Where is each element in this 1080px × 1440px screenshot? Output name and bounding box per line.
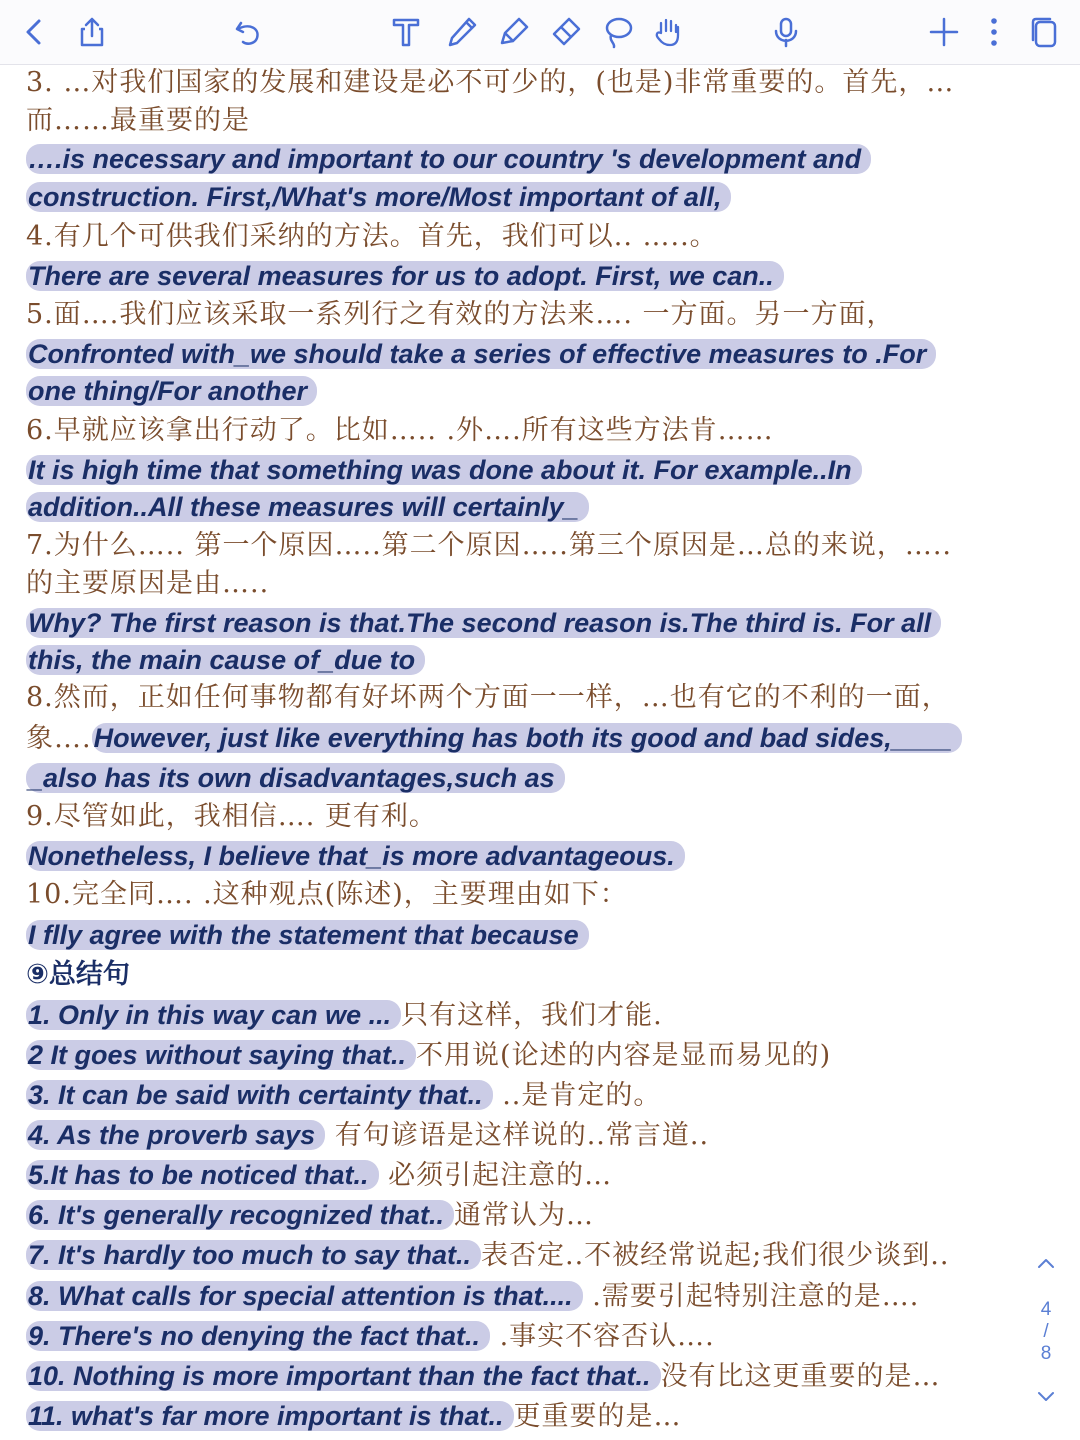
more-icon[interactable] [974, 12, 1014, 52]
summary-en: 6. It's generally recognized that.. [26, 1200, 454, 1230]
summary-item [26, 1196, 1032, 1234]
highlighted-text: one thing/For another [26, 376, 317, 406]
note-line-en [26, 604, 1032, 642]
note-line-en [26, 140, 1032, 178]
highlighted-text: ….is necessary and important to our country 's development and [26, 144, 871, 174]
eraser-icon[interactable] [546, 12, 586, 52]
note-line-zh: 6.早就应该拿出行动了。比如….. .外….所有这些方法肯…… [26, 415, 774, 446]
note-line-zh: 3. …对我们国家的发展和建设是必不可少的，(也是)非常重要的。首先，… [26, 67, 955, 98]
highlighted-text: _also has its own disadvantages,such as [26, 763, 565, 793]
highlighted-text: I flly agree with the statement that because [26, 920, 589, 950]
note-line-zh: 而……最重要的是 [26, 105, 250, 136]
note-line-zh: 4.有几个可供我们采纳的方法。首先，我们可以.. …..。 [26, 221, 718, 252]
summary-item [26, 1397, 1032, 1435]
highlighter-icon[interactable] [494, 12, 534, 52]
top-toolbar [0, 0, 1080, 65]
note-line-en [26, 178, 1032, 216]
pen-icon[interactable] [442, 12, 482, 52]
note-line-en [26, 488, 1032, 526]
chevron-up-icon[interactable] [1026, 1254, 1066, 1276]
page-current: 4 [1040, 1299, 1052, 1320]
summary-zh: .需要引起特别注意的是…. [582, 1281, 920, 1312]
text-tool-icon[interactable] [386, 12, 426, 52]
note-line-zh: 的主要原因是由….. [26, 568, 270, 599]
highlighted-text: Confronted with_we should take a series of effective measures to .For [26, 339, 936, 369]
summary-zh: 没有比这更重要的是… [660, 1361, 941, 1392]
note-line-mixed [26, 719, 1032, 757]
note-line-zh: 7.为什么….. 第一个原因…..第二个原因…..第三个原因是…总的来说，….. [26, 530, 953, 561]
highlighted-text: There are several measures for us to adopt. First, we can.. [26, 261, 784, 291]
summary-en: 9. There's no denying the fact that.. [26, 1321, 490, 1351]
add-icon[interactable] [924, 12, 964, 52]
note-text-zh: 象…. [26, 723, 92, 754]
summary-en: 3. It can be said with certainty that.. [26, 1080, 493, 1110]
note-line-en [26, 257, 1032, 295]
summary-zh: 必须引起注意的… [378, 1160, 613, 1191]
microphone-icon[interactable] [766, 12, 806, 52]
summary-en: 1. Only in this way can we ... [26, 1000, 401, 1030]
summary-en: 11. what's far more important is that.. [26, 1401, 514, 1431]
hand-icon[interactable] [648, 12, 688, 52]
summary-item [26, 1036, 1032, 1074]
summary-item [26, 1156, 1032, 1194]
note-line-zh: 10.完全同…. .这种观点(陈述)，主要理由如下： [26, 879, 628, 910]
note-line-en [26, 916, 1032, 954]
summary-en: 5.It has to be noticed that.. [26, 1160, 379, 1190]
highlighted-text: It is high time that something was done about it. For example..In [26, 455, 862, 485]
summary-zh: 只有这样，我们才能. [401, 1000, 663, 1031]
summary-item [26, 1357, 1032, 1395]
lasso-icon[interactable] [598, 12, 638, 52]
summary-item [26, 1277, 1032, 1315]
summary-zh: 更重要的是… [513, 1401, 682, 1432]
highlighted-text: However, just like everything has both its good and bad sides,____ [92, 723, 962, 753]
summary-en: 7. It's hardly too much to say that.. [26, 1240, 481, 1270]
back-icon[interactable] [14, 12, 54, 52]
summary-zh: 表否定..不被经常说起;我们很少谈到.. [481, 1240, 950, 1271]
note-line-en [26, 372, 1032, 410]
highlighted-text: Nonetheless, I believe that_is more advantageous. [26, 841, 685, 871]
summary-item [26, 1236, 1032, 1274]
undo-icon[interactable] [228, 12, 268, 52]
summary-en: 10. Nothing is more important than the fact that.. [26, 1361, 661, 1391]
note-line-zh: 5.面….我们应该采取一系列行之有效的方法来…. 一方面。另一方面， [26, 299, 895, 330]
note-line-en [26, 759, 1032, 797]
highlighted-text: Why? The first reason is that.The second reason is.The third is. For all [26, 608, 941, 638]
page-total: 8 [1040, 1343, 1052, 1364]
note-line-zh: 8.然而，正如任何事物都有好坏两个方面一一样，…也有它的不利的一面， [26, 682, 950, 713]
summary-en: 8. What calls for special attention is that.... [26, 1281, 583, 1311]
highlighted-text: construction. First,/What's more/Most important of all, [26, 182, 731, 212]
note-line-en [26, 335, 1032, 373]
highlighted-text: this, the main cause of_due to [26, 645, 425, 675]
highlighted-text: addition..All these measures will certainly_ [26, 492, 589, 522]
summary-zh: 通常认为… [454, 1200, 595, 1231]
page-separator: / [1043, 1321, 1049, 1342]
summary-item [26, 1116, 1032, 1154]
summary-en: 2 It goes without saying that.. [26, 1040, 416, 1070]
pages-icon[interactable] [1024, 12, 1064, 52]
summary-item [26, 996, 1032, 1034]
note-line-en [26, 641, 1032, 679]
note-line-en [26, 837, 1032, 875]
summary-zh: 不用说(论述的内容是显而易见的) [416, 1040, 832, 1071]
note-page[interactable] [0, 64, 1040, 1440]
note-line-en [26, 451, 1032, 489]
summary-zh: .事实不容否认…. [490, 1321, 715, 1352]
share-icon[interactable] [72, 12, 112, 52]
summary-zh: 有句谚语是这样说的..常言道.. [325, 1120, 710, 1151]
summary-item [26, 1076, 1032, 1114]
chevron-down-icon[interactable] [1026, 1388, 1066, 1410]
summary-zh: ..是肯定的。 [492, 1080, 662, 1111]
summary-en: 4. As the proverb says [26, 1120, 325, 1150]
note-line-zh: 9.尽管如此，我相信…. 更有利。 [26, 801, 437, 832]
summary-item [26, 1317, 1032, 1355]
section-heading: ⑨总结句 [26, 959, 130, 990]
